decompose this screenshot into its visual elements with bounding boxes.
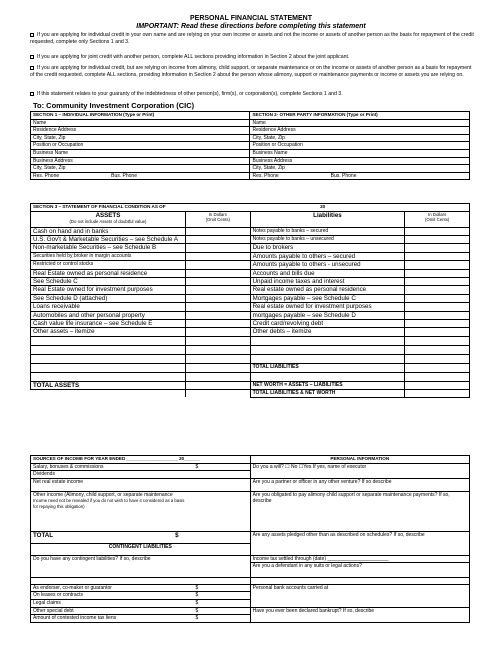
assets-header	[31, 211, 186, 227]
checkbox-icon[interactable]	[30, 33, 34, 37]
asset-value-input[interactable]	[185, 286, 250, 294]
liability-value-input[interactable]	[405, 320, 470, 328]
total-liabilities-net-worth-label: TOTAL LIABILITIES & NET WORTH	[250, 390, 405, 398]
asset-value-input[interactable]	[185, 328, 250, 336]
contingent-row-tax-liens[interactable]: Amount of contested income tax liens $	[31, 615, 251, 623]
liability-label: Real estate owned as personal residence	[250, 286, 405, 294]
liability-value-input[interactable]	[405, 372, 470, 381]
contingent-row-legal[interactable]: Legal claims $	[31, 599, 251, 607]
asset-label: Non-marketable Securities – see Schedule B	[31, 244, 186, 252]
asset-label: Automobiles and other personal property	[31, 311, 186, 319]
defendant-question[interactable]: Are you a defendant in any suits or legal actions?	[252, 563, 362, 570]
alimony-question[interactable]: Are you obligated to pay alimony child support or separate maintenance payments? If so, describe	[250, 491, 469, 531]
bus-phone-label: Bus. Phone	[111, 172, 137, 179]
liability-label: Notes payable to banks – secured	[250, 227, 405, 235]
income-personal-table	[30, 455, 470, 623]
bus-phone-label: Bus. Phone	[330, 172, 357, 179]
section3-row	[31, 354, 470, 363]
asset-value-input[interactable]	[185, 354, 250, 363]
s2-residence-address-field[interactable]: Residence Address	[250, 127, 470, 135]
instruction-1	[30, 32, 475, 46]
assets-dollars-header	[185, 211, 250, 227]
asset-label	[31, 363, 186, 372]
section3-row	[31, 261, 470, 269]
omit-cents-label: (Omit Cents)	[424, 216, 450, 222]
section3-row	[31, 372, 470, 381]
liability-label: TOTAL LIABILITIES	[250, 363, 405, 372]
s1-phone-field[interactable]	[31, 172, 250, 180]
section2-heading: SECTION 2- OTHER PARTY INFORMATION (Type or Print)	[250, 112, 470, 120]
instruction-3	[30, 65, 475, 79]
liability-label: Accounts and bills due	[250, 269, 405, 277]
asset-label: See Schedule C	[31, 278, 186, 286]
income-heading: SOURCES OF INCOME FOR YEAR ENDED ____________________ 20______	[31, 456, 251, 464]
in-dollars-label: In Dollars	[208, 211, 227, 217]
liability-label: mortgages payable – see Schedule D	[250, 311, 405, 319]
asset-value-input[interactable]	[185, 372, 250, 381]
s1-business-name-field[interactable]: Business Name	[31, 149, 250, 157]
section3-row	[31, 320, 470, 328]
dividends-row[interactable]: Dividends	[31, 471, 251, 479]
real-estate-income-row[interactable]: Net real estate income	[31, 478, 251, 491]
s2-business-city-field[interactable]: City, State, Zip	[250, 165, 470, 173]
s1-occupation-field[interactable]: Position or Occupation	[31, 142, 250, 150]
liability-value-input[interactable]	[405, 269, 470, 277]
liability-label: Amounts payable to others - unsecured	[250, 261, 405, 269]
section3-row	[31, 303, 470, 311]
instruction-2	[30, 54, 475, 61]
asset-value-input[interactable]	[185, 294, 250, 302]
s2-business-address-field[interactable]: Business Address	[250, 157, 470, 165]
liability-label: Credit card/revolving debt	[250, 320, 405, 328]
liability-value-input[interactable]	[405, 363, 470, 372]
liability-value-input[interactable]	[405, 244, 470, 252]
section3-row	[31, 336, 470, 345]
pledged-question[interactable]: Are any assets pledged other than as described on schedules? If so, describe	[250, 531, 469, 555]
liability-value-input[interactable]	[405, 303, 470, 311]
liability-value-input[interactable]	[405, 354, 470, 363]
checkbox-icon[interactable]	[30, 66, 34, 70]
asset-value-input[interactable]	[185, 252, 250, 260]
bankrupt-question[interactable]: Have you ever been declared bankrupt? If so, describe	[250, 607, 469, 622]
liability-value-input[interactable]	[405, 336, 470, 345]
form-subtitle: IMPORTANT: Read these directions before completing this statement	[136, 23, 366, 30]
asset-value-input[interactable]	[185, 236, 250, 244]
in-dollars-label: In Dollars	[428, 211, 447, 217]
asset-label: Loans receivable	[31, 303, 186, 311]
asset-value-input[interactable]	[185, 311, 250, 319]
total-liabilities-net-worth-value[interactable]	[405, 390, 470, 398]
liability-value-input[interactable]	[405, 261, 470, 269]
liability-label	[250, 372, 405, 381]
liability-label: Unpaid income taxes and interest	[250, 278, 405, 286]
section3-heading: SECTION 3 – STATEMENT OF FINANCIAL CONDITION AS OF	[31, 204, 251, 212]
asset-label	[31, 372, 186, 381]
asset-label: Cash value life insurance – see Schedule E	[31, 320, 186, 328]
section3-row	[31, 345, 470, 354]
asset-label: Restricted or control stocks	[31, 261, 186, 269]
asset-label	[31, 336, 186, 345]
liability-value-input[interactable]	[405, 311, 470, 319]
liability-value-input[interactable]	[405, 345, 470, 354]
checkbox-icon[interactable]	[30, 55, 34, 59]
liability-value-input[interactable]	[405, 328, 470, 336]
net-worth-value[interactable]	[405, 381, 470, 389]
liability-label: Real estate owned for investment purposes	[250, 303, 405, 311]
other-income-row[interactable]: Other income (Alimony, child support, or separate maintenance Income need not be revealed if you do not wish to have it considered as a basis for repaying this obligation)	[31, 491, 251, 531]
assets-note: (Do not include Assets of doubtful value)	[69, 219, 147, 224]
asset-value-input[interactable]	[185, 363, 250, 372]
asset-value-input[interactable]	[185, 227, 250, 235]
liability-value-input[interactable]	[405, 286, 470, 294]
personal-heading: PERSONAL INFORMATION	[250, 456, 469, 464]
asset-value-input[interactable]	[185, 278, 250, 286]
liability-label	[250, 336, 405, 345]
section3-row	[31, 328, 470, 336]
section3-row	[31, 286, 470, 294]
omit-cents-label: (Omit Cents)	[205, 216, 230, 222]
section3-row	[31, 269, 470, 277]
total-assets-label: TOTAL ASSETS	[31, 381, 186, 389]
recipient-line: To: Community Investment Corporation (CIC)	[33, 101, 195, 110]
section3-row	[31, 227, 470, 235]
asset-label: Securities held by broker in margin accounts	[31, 252, 186, 260]
liability-label	[250, 345, 405, 354]
liability-label: Notes payable to banks – unsecured	[250, 236, 405, 244]
sections-1-2-table	[30, 111, 470, 180]
asset-value-input[interactable]	[185, 345, 250, 354]
section3-row	[31, 236, 470, 244]
salary-row[interactable]: Salary, bonuses & commissions $	[31, 463, 251, 471]
liability-value-input[interactable]	[405, 227, 470, 235]
contingent-heading: CONTINGENT LIABILITIES	[31, 544, 251, 555]
s2-phone-field[interactable]	[250, 172, 470, 180]
liability-label: Mortgages payable – see Schedule C	[250, 294, 405, 302]
asset-value-input[interactable]	[185, 320, 250, 328]
net-worth-label: NET WORTH = ASSETS – LIABILITIES	[250, 381, 405, 389]
s2-city-state-zip-field[interactable]: City, State, Zip	[250, 134, 470, 142]
liability-label: Other debts – itemize	[250, 328, 405, 336]
liability-label	[250, 354, 405, 363]
asset-value-input[interactable]	[185, 336, 250, 345]
section3-row	[31, 311, 470, 319]
checkbox-icon[interactable]	[30, 92, 34, 96]
liability-label: Amounts payable to others – secured	[250, 252, 405, 260]
section3-row	[31, 278, 470, 286]
s2-occupation-field[interactable]: Position or Occupation	[250, 142, 470, 150]
liability-value-input[interactable]	[405, 236, 470, 244]
liabilities-label: Liabilities	[250, 211, 405, 227]
asset-value-input[interactable]	[185, 244, 250, 252]
contingent-row-leases[interactable]: On leases or contracts $	[31, 592, 251, 600]
form-title: PERSONAL FINANCIAL STATEMENT	[190, 15, 312, 22]
liability-value-input[interactable]	[405, 294, 470, 302]
section1-heading: SECTION 1 – INDIVIDUAL INFORMATION (Type or Print)	[31, 112, 250, 120]
asset-label: Other assets – itemize	[31, 328, 186, 336]
asset-label: U.S. Gov't & Marketable Securities – see Schedule A	[31, 236, 186, 244]
section3-table	[30, 203, 470, 398]
contingent-question[interactable]: Do you have any contingent liabilities? If so, describe	[31, 555, 251, 577]
bank-accounts-question[interactable]: Personal bank accounts carried at	[250, 584, 469, 607]
asset-value-input[interactable]	[185, 303, 250, 311]
liabilities-dollars-header	[405, 211, 470, 227]
asset-label: Cash on hand and in banks	[31, 227, 186, 235]
section3-year: 20	[250, 204, 469, 212]
contingent-row-endorser[interactable]: As endorser, co-maker or guarantor $	[31, 584, 251, 592]
s1-business-address-field[interactable]: Business Address	[31, 157, 250, 165]
instruction-text: If this statement relates to your guaranty of the indebtedness of other person(s), firm(s), or corporation(s), complete Sections 1 and 3.	[37, 91, 343, 97]
asset-label: See Schedule D (attached)	[31, 294, 186, 302]
total-assets-value[interactable]	[185, 381, 250, 389]
asset-value-input[interactable]	[185, 261, 250, 269]
asset-value-input[interactable]	[185, 269, 250, 277]
s2-business-name-field[interactable]: Business Name	[250, 149, 470, 157]
tax-settled-field[interactable]: Income tax settled through (date) ______________________	[251, 556, 469, 564]
contingent-row-special[interactable]: Other special debt $	[31, 607, 251, 615]
instruction-text: If you are applying for joint credit with another person, complete ALL sections providing information in Section 2 about the joint applicant.	[37, 54, 350, 60]
asset-label	[31, 354, 186, 363]
tax-defendant-cell[interactable]	[250, 555, 469, 577]
asset-label: Real Estate owned as personal residence	[31, 269, 186, 277]
instruction-4	[30, 91, 475, 98]
res-phone-label: Res. Phone	[33, 172, 60, 179]
s1-residence-address-field[interactable]: Residence Address	[31, 127, 250, 135]
section3-row	[31, 244, 470, 252]
section3-rows	[31, 227, 470, 381]
income-total-row: TOTAL $	[31, 531, 251, 544]
asset-label: Real Estate owned for investment purposes	[31, 286, 186, 294]
assets-label: ASSETS	[95, 211, 121, 219]
liability-value-input[interactable]	[405, 278, 470, 286]
section3-row	[31, 252, 470, 260]
res-phone-label: Res. Phone	[252, 172, 279, 179]
liability-value-input[interactable]	[405, 252, 470, 260]
instruction-text: If you are applying for individual credit, but are relying on income from alimony, child support, or separate maintenance or on the income or assets of another person as a basis for repayment of the credit requested, complete ALL sections, providing information in Section 2 about the person whose alimony, support or maintenance payments or income or assets you are relying on.	[30, 65, 472, 79]
s1-business-city-field[interactable]: City, State, Zip	[31, 165, 250, 173]
liability-label: Due to brokers	[250, 244, 405, 252]
section3-row	[31, 363, 470, 372]
s2-name-field[interactable]: Name	[250, 119, 470, 127]
will-question[interactable]: Do you a will? ☐ No ☐Yes If yes, name of executor	[250, 463, 469, 478]
instruction-text: If you are applying for individual credit in your own name and are relying on your own income or assets and not the income or assets of another person as the basis for repayment of the credit requested, complete only Sections 1 and 3.	[30, 32, 474, 46]
section3-row	[31, 294, 470, 302]
partner-question[interactable]: Are you a partner or officer in any other venture? If so describe	[250, 478, 469, 491]
s1-name-field[interactable]: Name	[31, 119, 250, 127]
s1-city-state-zip-field[interactable]: City, State, Zip	[31, 134, 250, 142]
asset-label	[31, 345, 186, 354]
